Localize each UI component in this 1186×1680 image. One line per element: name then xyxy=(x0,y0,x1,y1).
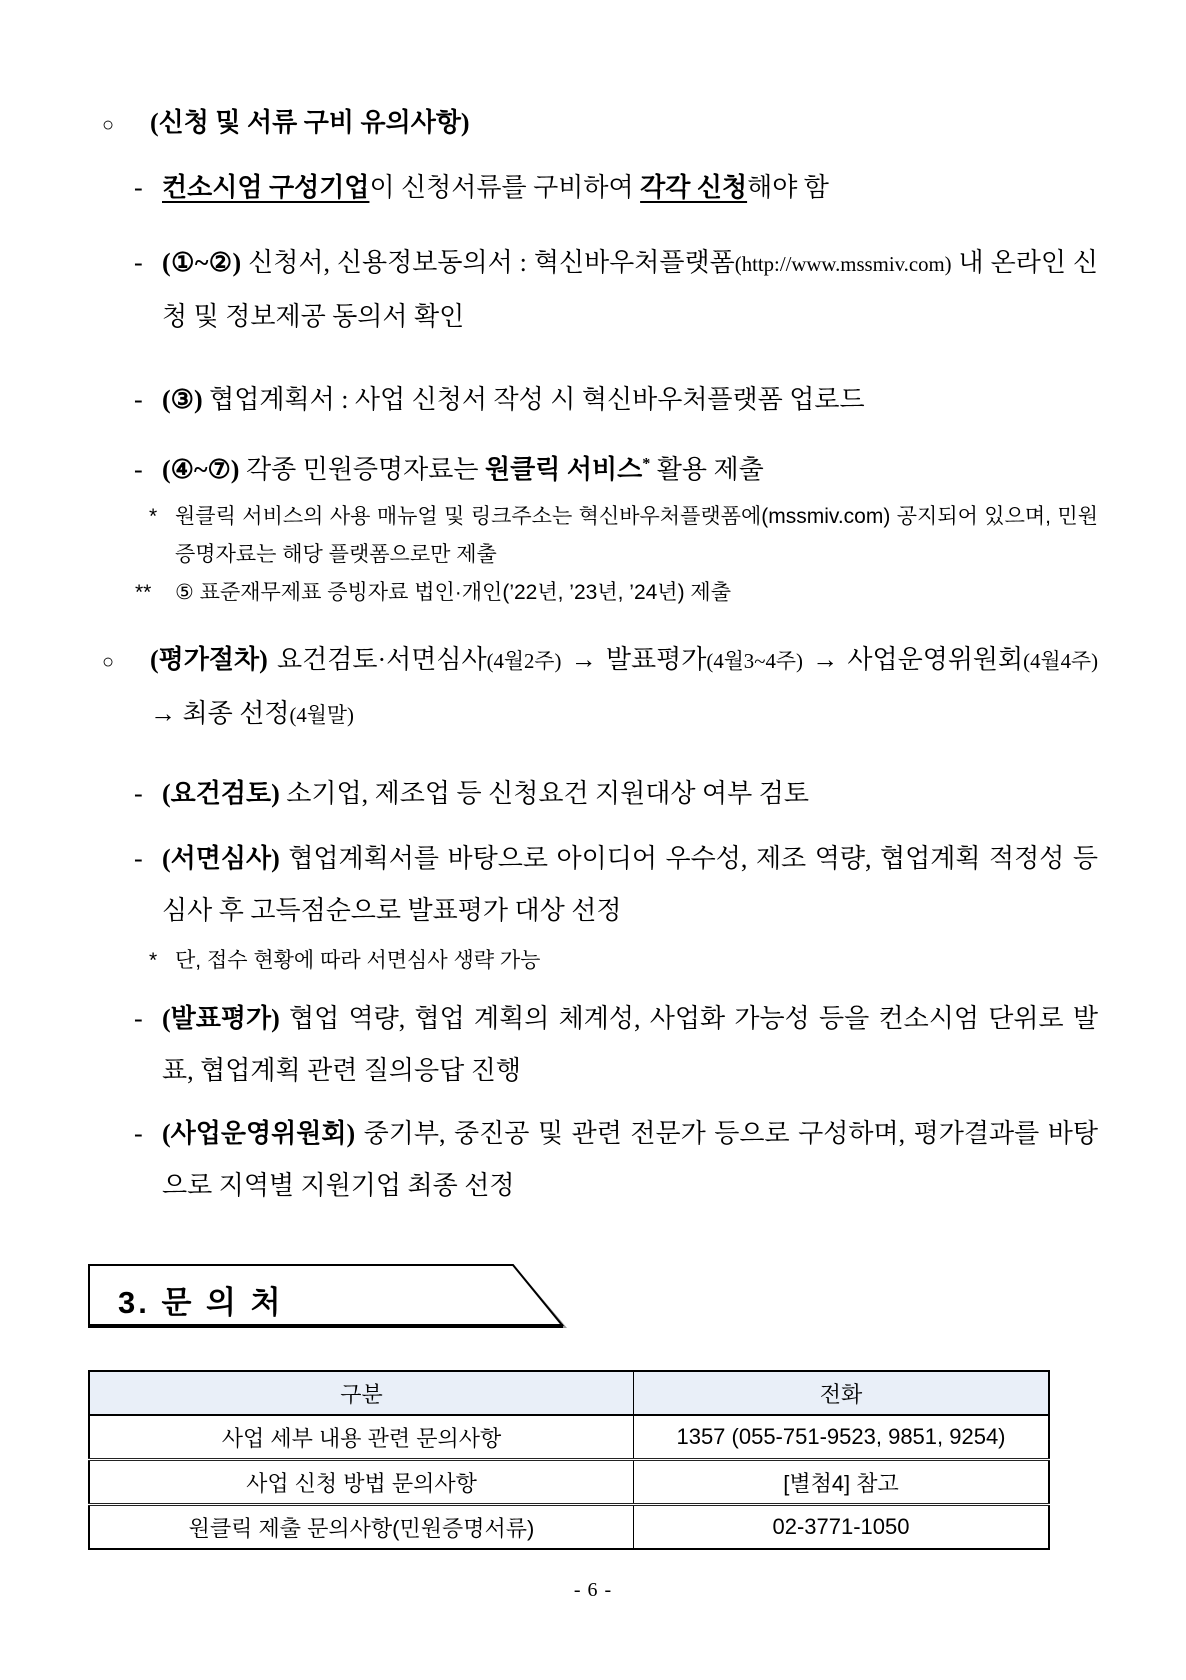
requirement-check-item xyxy=(88,768,1098,820)
column-header-category: 구분 xyxy=(89,1371,634,1415)
application-docs-note xyxy=(88,237,1098,343)
committee-item xyxy=(88,1108,1098,1212)
cell-category: 사업 세부 내용 관련 문의사항 xyxy=(89,1415,634,1460)
cell-category: 사업 신청 방법 문의사항 xyxy=(89,1460,634,1505)
cell-phone: 1357 (055-751-9523, 9851, 9254) xyxy=(634,1415,1050,1460)
paragraph-text: (서면심사) 협업계획서를 바탕으로 아이디어 우수성, 제조 역량, 협업계획 적정성 등 심사 후 고득점순으로 발표평가 대상 선정 xyxy=(162,844,1098,925)
document-review-item xyxy=(88,833,1098,937)
cell-phone: 02-3771-1050 xyxy=(634,1505,1050,1550)
asterisk-marker: * xyxy=(149,949,158,972)
evaluation-procedure-heading xyxy=(88,634,1098,742)
double-asterisk-marker: ** xyxy=(135,581,152,604)
paragraph-text: (발표평가) 협업 역량, 협업 계획의 체계성, 사업화 가능성 등을 컨소시엄 단위로 발표, 협업계획 관련 질의응답 진행 xyxy=(162,1004,1098,1085)
dash-bullet-marker: - xyxy=(134,779,143,808)
footnote-oneclick xyxy=(88,498,1098,574)
paragraph-text: (사업운영위원회) 중기부, 중진공 및 관련 전문가 등으로 구성하며, 평가결과를 바탕으로 지역별 지원기업 최종 선정 xyxy=(162,1119,1098,1200)
circle-bullet-marker: ○ xyxy=(102,114,115,136)
paragraph-text: (④~⑦) 각종 민원증명자료는 원클릭 서비스* 활용 제출 xyxy=(162,455,764,484)
dash-bullet-marker: - xyxy=(134,1004,143,1033)
consortium-note xyxy=(88,162,1098,214)
paragraph-text: (신청 및 서류 구비 유의사항) xyxy=(150,108,470,137)
civil-docs-note xyxy=(88,444,1098,496)
notes-heading xyxy=(88,97,1098,149)
paragraph-text: (요건검토) 소기업, 제조업 등 신청요건 지원대상 여부 검토 xyxy=(162,779,809,808)
footnote-text: ⑤ 표준재무제표 증빙자료 법인·개인(’22년, ’23년, ’24년) 제출 xyxy=(175,581,731,604)
dash-bullet-marker: - xyxy=(134,248,143,277)
footnote-review-skip xyxy=(88,942,1098,980)
dash-bullet-marker: - xyxy=(134,385,143,414)
paragraph-text: 컨소시엄 구성기업이 신청서류를 구비하여 각각 신청해야 함 xyxy=(162,173,829,202)
paragraph-text: (③) 협업계획서 : 사업 신청서 작성 시 혁신바우처플랫폼 업로드 xyxy=(162,385,865,414)
cell-phone: [별첨4] 참고 xyxy=(634,1460,1050,1505)
table-row xyxy=(89,1505,1049,1550)
dash-bullet-marker: - xyxy=(134,1119,143,1148)
table-row xyxy=(89,1415,1049,1460)
section-title-banner xyxy=(88,1264,570,1332)
column-header-phone: 전화 xyxy=(634,1371,1050,1415)
paragraph-text: (①~②) 신청서, 신용정보동의서 : 혁신바우처플랫폼(http://www.mssmiv.com) 내 온라인 신청 및 정보제공 동의서 확인 xyxy=(162,248,1098,331)
presentation-eval-item xyxy=(88,993,1098,1097)
collab-plan-note xyxy=(88,374,1098,426)
dash-bullet-marker: - xyxy=(134,173,143,202)
asterisk-marker: * xyxy=(149,505,158,528)
table-header-row xyxy=(89,1371,1049,1415)
dash-bullet-marker: - xyxy=(134,455,143,484)
footnote-text: 원클릭 서비스의 사용 매뉴얼 및 링크주소는 혁신바우처플랫폼에(mssmiv.com) 공지되어 있으며, 민원증명자료는 해당 플랫폼으로만 제출 xyxy=(175,505,1098,566)
contact-table xyxy=(88,1370,1050,1550)
dash-bullet-marker: - xyxy=(134,844,143,873)
table-row xyxy=(89,1460,1049,1505)
page-number: - 6 - xyxy=(573,1579,613,1601)
section-title: 3. 문 의 처 xyxy=(118,1285,284,1320)
document-content xyxy=(88,0,1098,1550)
circle-bullet-marker: ○ xyxy=(102,651,115,673)
footnote-text: 단, 접수 현황에 따라 서면심사 생략 가능 xyxy=(175,949,541,972)
cell-category: 원클릭 제출 문의사항(민원증명서류) xyxy=(89,1505,634,1550)
footnote-financial xyxy=(88,574,1098,612)
paragraph-text: (평가절차) 요건검토·서면심사(4월2주) → 발표평가(4월3~4주) → 사업운영위원회(4월4주) → 최종 선정(4월말) xyxy=(150,645,1098,728)
